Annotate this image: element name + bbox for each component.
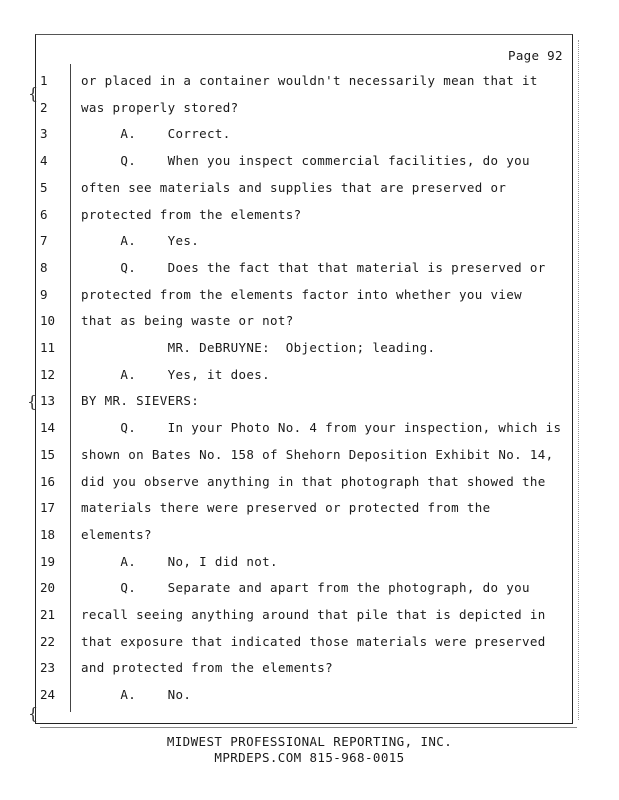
- transcript-line: [0, 393, 619, 411]
- line-text: A. No.: [81, 687, 192, 703]
- transcript-line: [0, 474, 619, 492]
- line-text: Q. In your Photo No. 4 from your inspection, which is: [81, 420, 562, 436]
- left-bracket-mark-top: {: [28, 84, 39, 103]
- line-number: 7: [40, 233, 48, 249]
- line-text: A. Yes, it does.: [81, 366, 271, 382]
- line-text: was properly stored?: [81, 99, 239, 115]
- transcript-line: [0, 634, 619, 652]
- line-text: recall seeing anything around that pile that is depicted in: [81, 607, 546, 622]
- page-shadow: [40, 724, 577, 728]
- line-number: 22: [40, 633, 56, 649]
- transcript-line: [0, 527, 619, 545]
- line-number: 4: [40, 153, 48, 169]
- line-text: and protected from the elements?: [81, 660, 334, 676]
- left-bracket-mark-middle: {: [27, 392, 38, 411]
- line-number: 17: [40, 500, 56, 516]
- line-number: 23: [40, 660, 56, 676]
- transcript-line: [0, 660, 619, 678]
- line-number: 15: [40, 446, 56, 462]
- line-number: 20: [40, 580, 56, 596]
- left-bracket-mark-bottom: {: [28, 704, 39, 723]
- transcript-line: [0, 260, 619, 278]
- footer-company: MIDWEST PROFESSIONAL REPORTING, INC.: [166, 734, 453, 749]
- line-text: did you observe anything in that photograph that showed the: [81, 473, 546, 489]
- transcript-line: [0, 233, 619, 251]
- line-number: 3: [40, 126, 48, 142]
- transcript-line: [0, 73, 619, 91]
- line-number: 10: [40, 313, 56, 329]
- line-number: 6: [40, 206, 48, 222]
- line-number: 12: [40, 366, 56, 382]
- line-text: elements?: [81, 526, 152, 542]
- line-text: Q. Does the fact that that material is preserved or: [81, 259, 546, 275]
- transcript-line: [0, 287, 619, 305]
- transcript-line: [0, 554, 619, 572]
- transcript-line: [0, 100, 619, 118]
- line-text: BY MR. SIEVERS:: [81, 393, 200, 409]
- line-number: 24: [40, 687, 56, 703]
- line-number: 1: [40, 73, 48, 88]
- line-number: 11: [40, 340, 56, 355]
- transcript-line: [0, 180, 619, 198]
- transcript-line: [0, 207, 619, 225]
- line-number: 5: [40, 179, 48, 195]
- line-number: 13: [40, 393, 56, 409]
- line-number: 14: [40, 420, 56, 436]
- line-number: 9: [40, 286, 48, 302]
- line-text: A. Yes.: [81, 233, 200, 249]
- footer-contact: MPRDEPS.COM 815-968-0015: [214, 750, 405, 765]
- line-number: 18: [40, 526, 56, 542]
- transcript-line: [0, 580, 619, 598]
- transcript-line: [0, 447, 619, 465]
- line-text: A. Correct.: [81, 126, 231, 142]
- line-text: shown on Bates No. 158 of Shehorn Deposition Exhibit No. 14,: [81, 446, 554, 462]
- line-text: materials there were preserved or protected from the: [81, 500, 491, 516]
- page-number: Page 92: [508, 48, 563, 63]
- line-text: that exposure that indicated those materials were preserved: [81, 633, 546, 649]
- transcript-line: [0, 367, 619, 385]
- line-text: Q. Separate and apart from the photograph, do you: [81, 580, 530, 596]
- transcript-line: [0, 313, 619, 331]
- transcript-line: [0, 420, 619, 438]
- line-number: 19: [40, 553, 56, 569]
- line-text: A. No, I did not.: [81, 553, 278, 569]
- line-text: or placed in a container wouldn't necessarily mean that it: [81, 73, 538, 88]
- line-number: 2: [40, 99, 48, 115]
- transcript-line: [0, 687, 619, 705]
- line-text: often see materials and supplies that are preserved or: [81, 179, 507, 195]
- transcript-line: [0, 153, 619, 171]
- transcript-line: [0, 126, 619, 144]
- line-number: 16: [40, 473, 56, 489]
- line-text: Q. When you inspect commercial facilities, do you: [81, 153, 530, 169]
- line-text: protected from the elements?: [81, 206, 302, 222]
- line-number: 21: [40, 607, 56, 622]
- transcript-line: [0, 340, 619, 358]
- line-text: MR. DeBRUYNE: Objection; leading.: [81, 340, 436, 355]
- transcript-line: [0, 607, 619, 625]
- transcript-line: [0, 500, 619, 518]
- line-text: that as being waste or not?: [81, 313, 294, 329]
- line-text: protected from the elements factor into whether you view: [81, 286, 523, 302]
- line-number: 8: [40, 259, 48, 275]
